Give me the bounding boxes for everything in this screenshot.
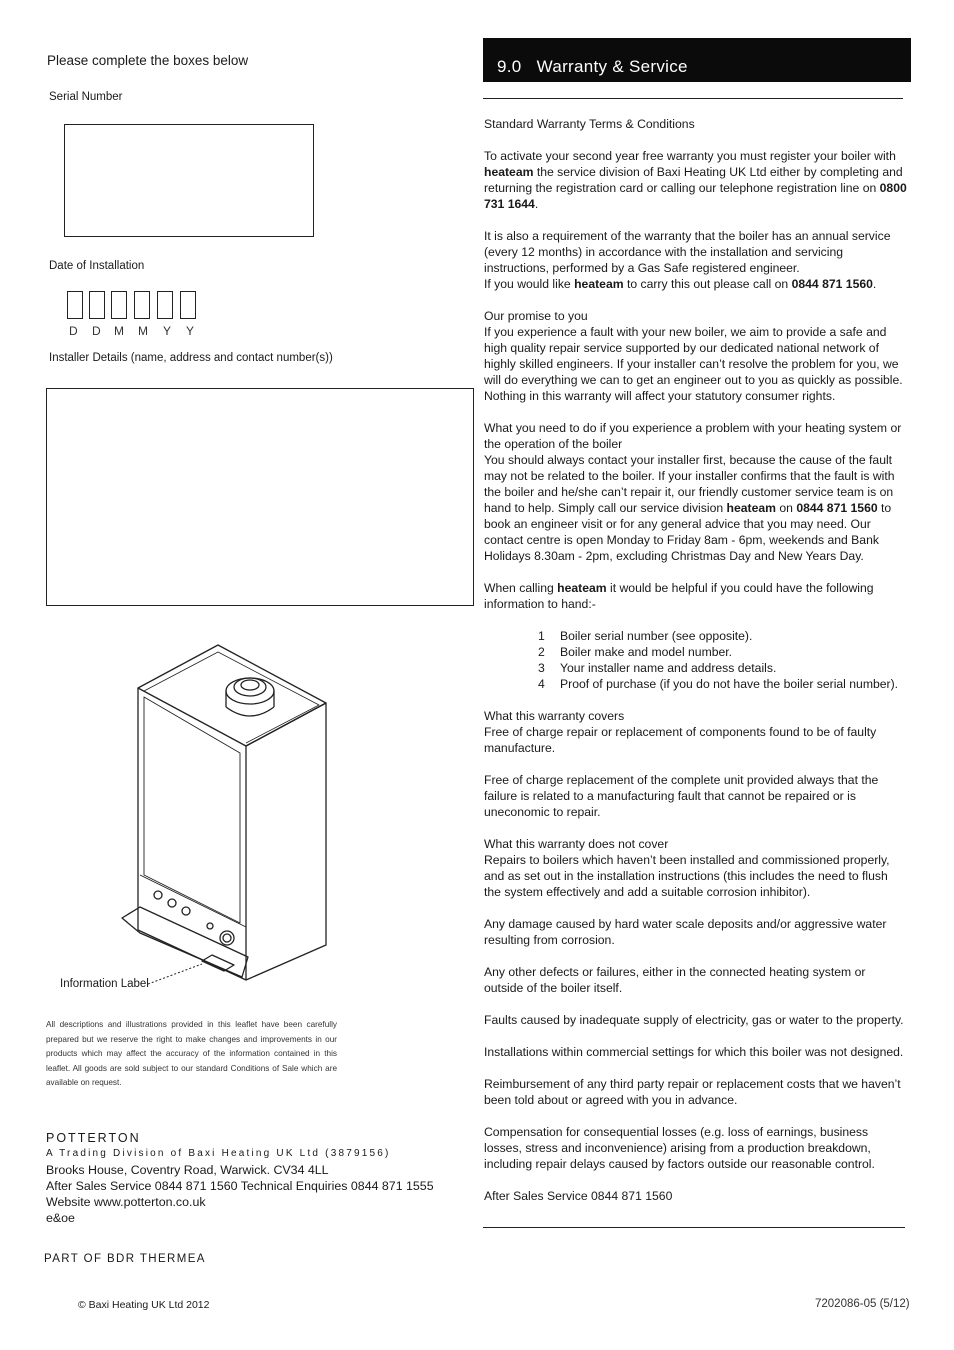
divider: [483, 1227, 905, 1228]
date-digit-box[interactable]: [111, 291, 127, 319]
information-label-caption: Information Label: [60, 978, 149, 990]
date-digit-box[interactable]: [157, 291, 173, 319]
problem-heading: What you need to do if you experience a problem with your heating system or the operation of the boiler: [484, 421, 902, 451]
divider: [483, 98, 903, 99]
date-letter: D: [92, 324, 101, 338]
not-cover-paragraph: Installations within commercial settings for which this boiler was not designed.: [484, 1045, 904, 1059]
not-cover-paragraph: Any other defects or failures, either in the connected heating system or outside of the boiler itself.: [484, 965, 866, 995]
covers-heading: What this warranty covers: [484, 709, 625, 723]
list-item: 4 Proof of purchase (if you do not have the boiler serial number).: [538, 677, 899, 691]
company-address: Brooks House, Coventry Road, Warwick. CV34 4LL: [46, 1163, 329, 1177]
complete-boxes-heading: Please complete the boxes below: [47, 53, 249, 68]
list-item: 2 Boiler make and model number.: [538, 645, 733, 659]
heateam-brand: heateam: [557, 581, 607, 595]
list-item: 1 Boiler serial number (see opposite).: [538, 629, 753, 643]
date-digit-box[interactable]: [134, 291, 150, 319]
heateam-brand: heateam: [574, 277, 624, 291]
list-item: 3 Your installer name and address details.: [538, 661, 777, 675]
not-cover-paragraph: Repairs to boilers which haven’t been installed and commissioned properly, and as set out in the installation instructions (this includes the need to flush the system effectively and add a suitable corrosion inhibitor).: [484, 853, 890, 899]
serial-number-label: Serial Number: [49, 91, 123, 103]
date-letter: Y: [186, 324, 195, 338]
date-digit-box[interactable]: [67, 291, 83, 319]
date-letter: D: [69, 324, 78, 338]
covers-paragraph-2: Free of charge replacement of the complete unit provided always that the failure is related to a manufacturing fault that cannot be repaired or is uneconomic to repair.: [484, 773, 879, 819]
service-phone: 0844 871 1560: [791, 277, 873, 291]
serial-number-box[interactable]: [64, 124, 314, 237]
bdr-thermea-tagline: PART OF BDR THERMEA: [44, 1253, 206, 1265]
eoe-note: e&oe: [46, 1211, 75, 1225]
promise-paragraph: If you experience a fault with your new boiler, we aim to provide a safe and high quality repair service supported by our dedicated national network of highly skilled engineers. If your installer can’t resolve the problem for you, we will do everything we can to get an engineer out to you as quickly as possible. Nothing in this warranty will affect your statutory consumer rights.: [484, 325, 903, 403]
date-digit-box[interactable]: [180, 291, 196, 319]
copyright: © Baxi Heating UK Ltd 2012: [78, 1299, 210, 1311]
registration-phone: 0800 731 1644: [484, 181, 907, 211]
service-phone: 0844 871 1560: [796, 501, 878, 515]
annual-service-paragraph: It is also a requirement of the warranty that the boiler has an annual service (every 12 months) in accordance with the installation and servicing instructions, performed by a Gas Safe registered engineer.: [484, 229, 891, 275]
website[interactable]: Website www.potterton.co.uk: [46, 1195, 206, 1209]
heateam-brand: heateam: [484, 165, 534, 179]
promise-heading: Our promise to you: [484, 309, 588, 323]
activation-paragraph: To activate your second year free warranty you must register your boiler with heateam the service division of Baxi Heating UK Ltd either by completing and returning the registration card or calling our telephone registration line on 0800 731 1644.: [484, 149, 907, 211]
information-list: [484, 628, 908, 692]
brand-name: POTTERTON: [46, 1131, 141, 1145]
warranty-text: [484, 116, 908, 1204]
disclaimer-text: All descriptions and illustrations provided in this leaflet have been carefully prepared but we reserve the right to make changes and improvements in our products which may affect the accuracy of the information contained in this leaflet. All goods are sold subject to our standard Conditions of Sale which are available on request.: [46, 1020, 337, 1087]
service-numbers: After Sales Service 0844 871 1560 Technical Enquiries 0844 871 1555: [46, 1179, 434, 1193]
date-letter: M: [114, 324, 124, 338]
date-of-installation-label: Date of Installation: [49, 260, 145, 272]
label-pointer: [146, 950, 206, 990]
trading-division: A Trading Division of Baxi Heating UK Ltd (3879156): [46, 1148, 391, 1159]
not-cover-paragraph: Compensation for consequential losses (e.g. loss of earnings, business losses, stress and inconvenience) arising from a production breakdown, including repair delays caused by factors outside our reasonable control.: [484, 1125, 875, 1171]
date-letter: M: [138, 324, 148, 338]
not-cover-paragraph: Reimbursement of any third party repair or replacement costs that we haven’t been told about or agreed with you in advance.: [484, 1077, 901, 1107]
standard-warranty-heading: Standard Warranty Terms & Conditions: [484, 117, 695, 131]
calling-paragraph: When calling heateam it would be helpful if you could have the following information to hand:-: [484, 581, 874, 611]
date-digit-box[interactable]: [89, 291, 105, 319]
covers-paragraph-1: Free of charge repair or replacement of components found to be of faulty manufacture.: [484, 725, 877, 755]
not-cover-paragraph: Any damage caused by hard water scale deposits and/or aggressive water resulting from corrosion.: [484, 917, 887, 947]
annual-service-call: If you would like heateam to carry this out please call on 0844 871 1560.: [484, 277, 877, 291]
document-number: 7202086-05 (5/12): [815, 1298, 910, 1310]
installer-details-box[interactable]: [46, 388, 474, 606]
heateam-brand: heateam: [726, 501, 776, 515]
not-cover-heading: What this warranty does not cover: [484, 837, 669, 851]
installer-details-label: Installer Details (name, address and contact number(s)): [49, 352, 333, 364]
not-cover-paragraph: Faults caused by inadequate supply of electricity, gas or water to the property.: [484, 1013, 904, 1027]
section-title: 9.0 Warranty & Service: [497, 57, 688, 76]
after-sales-service: After Sales Service 0844 871 1560: [484, 1189, 673, 1203]
date-letter: Y: [163, 324, 172, 338]
boiler-illustration: [100, 635, 360, 995]
problem-paragraph: You should always contact your installer first, because the cause of the fault may not be related to the boiler. If your installer confirms that the fault is with the boiler and he/she can’t repair it, our friendly customer service team is on hand to help. Simply call our service division heateam on 0844 871 1560 to book an engineer visit or for any general advice that you may need. Our contact centre is open Monday to Friday 8am - 6pm, weekends and Bank Holidays 8.30am - 2pm, excluding Christmas Day and New Years Day.: [484, 453, 895, 563]
